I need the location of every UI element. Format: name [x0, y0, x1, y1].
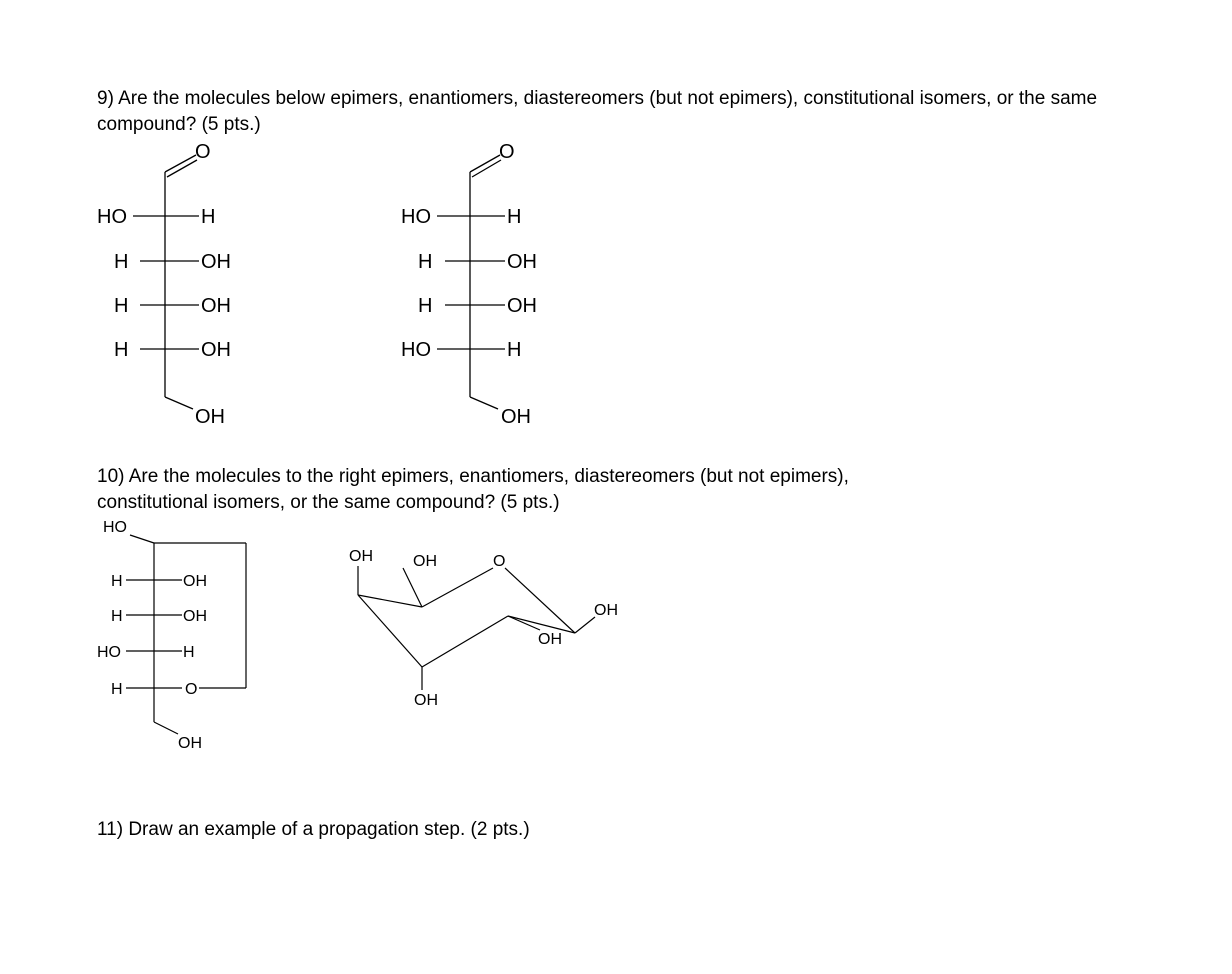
fischer-c-row1-left: H	[111, 573, 123, 590]
question-11: 11) Draw an example of a propagation step. (2 pts.)	[97, 819, 530, 840]
fischer-c-top-ho: HO	[103, 519, 127, 536]
fischer-c-row2-left: H	[111, 608, 123, 625]
fischer-b-row1-right: H	[507, 206, 522, 228]
fischer-c-labels	[97, 519, 207, 752]
fischer-b-bottom-oh: OH	[501, 406, 531, 428]
fischer-a-row4-right: OH	[201, 339, 231, 361]
chair-conformation	[358, 566, 595, 690]
fischer-c-row3-left: HO	[97, 644, 121, 661]
fischer-c-row4-left: H	[111, 681, 123, 698]
fischer-c-ring-o: O	[185, 681, 198, 698]
fischer-b-carbonyl-o: O	[499, 141, 515, 163]
fischer-b-row4-left: HO	[401, 339, 431, 361]
fischer-a-row2-right: OH	[201, 251, 231, 273]
chair-oh-bottom: OH	[414, 692, 438, 709]
fischer-b-labels	[401, 141, 537, 428]
fischer-b-row3-left: H	[418, 295, 433, 317]
fischer-b-row2-left: H	[418, 251, 433, 273]
chair-oh-right: OH	[594, 602, 618, 619]
chair-ring-oxygen: O	[493, 553, 506, 570]
fischer-a-bottom-oh: OH	[195, 406, 225, 428]
chair-labels	[349, 548, 618, 709]
chair-oh-top-middle: OH	[413, 553, 437, 570]
fischer-b-row3-right: OH	[507, 295, 537, 317]
fischer-a-row4-left: H	[114, 339, 129, 361]
fischer-projection-c	[126, 535, 246, 734]
fischer-a-row1-right: H	[201, 206, 216, 228]
question-10: 10) Are the molecules to the right epimers, enantiomers, diastereomers (but not epimers), constitutional isomers, or the same compound? (5 pts.)	[97, 466, 849, 513]
fischer-a-labels	[97, 141, 231, 428]
chair-oh-top-left: OH	[349, 548, 373, 565]
fischer-a-row3-right: OH	[201, 295, 231, 317]
fischer-a-carbonyl-o: O	[195, 141, 211, 163]
fischer-a-row2-left: H	[114, 251, 129, 273]
fischer-c-row2-right: OH	[183, 608, 207, 625]
fischer-c-row1-right: OH	[183, 573, 207, 590]
fischer-b-row4-right: H	[507, 339, 522, 361]
fischer-c-bottom-oh: OH	[178, 735, 202, 752]
fischer-c-row3-right: H	[183, 644, 195, 661]
question-9: 9) Are the molecules below epimers, enantiomers, diastereomers (but not epimers), constitutional isomers, or the same compound? (5 pts.)	[97, 88, 1098, 135]
fischer-a-row3-left: H	[114, 295, 129, 317]
fischer-projection-b	[437, 155, 505, 409]
fischer-b-row1-left: HO	[401, 206, 431, 228]
chair-oh-bottom-right: OH	[538, 631, 562, 648]
fischer-projection-a	[133, 155, 199, 409]
fischer-b-row2-right: OH	[507, 251, 537, 273]
fischer-a-row1-left: HO	[97, 206, 127, 228]
